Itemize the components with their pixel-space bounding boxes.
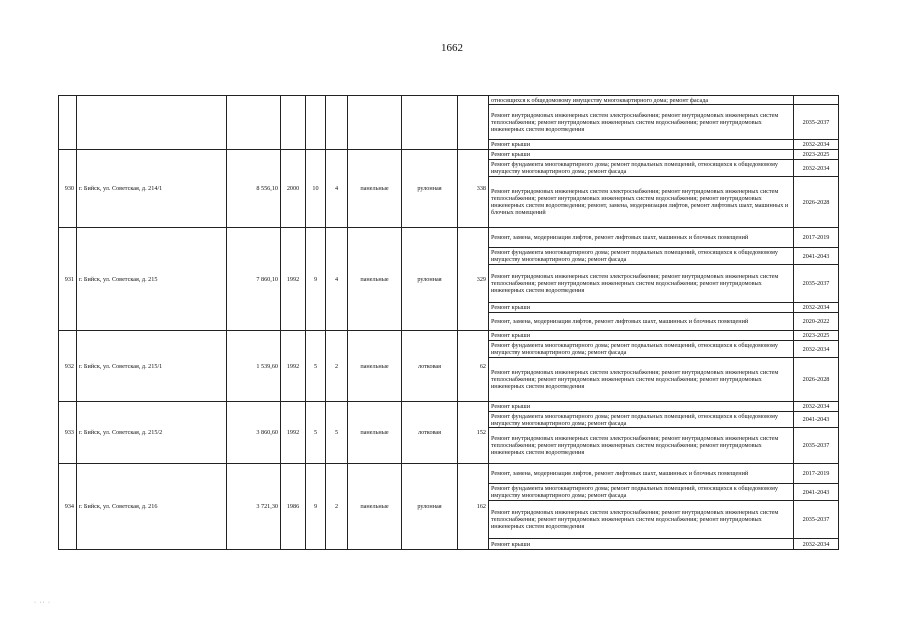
work-type-cell: Ремонт фундамента многоквартирного дома; ремонт подвальных помещений, относящихся к общедомовому имуществу многоквартирного дома; ремонт фасада (489, 160, 794, 177)
table-row (59, 150, 839, 160)
work-type-cell: Ремонт внутридомовых инженерных систем электроснабжения; ремонт внутридомовых инженерных систем теплоснабжения; ремонт внутридомовых инженерных систем водоснабжения; ремонт внутридомовых инженерных систем водоотведения (489, 501, 794, 539)
address-cell: г. Бийск, ул. Советская, д. 215/2 (77, 402, 227, 464)
work-type-cell: Ремонт крыши (489, 539, 794, 550)
wall-material-cell: панельные (348, 228, 402, 331)
table-row (59, 228, 839, 248)
row-number: 934 (59, 464, 77, 550)
roof-type-cell: рулонная (402, 228, 458, 331)
period-cell (794, 96, 839, 105)
capital-repair-table (58, 95, 839, 550)
floors-cell: 5 (306, 402, 326, 464)
period-cell: 2032-2034 (794, 303, 839, 313)
work-type-cell: Ремонт фундамента многоквартирного дома; ремонт подвальных помещений, относящихся к общедомовому имуществу многоквартирного дома; ремонт фасада (489, 248, 794, 265)
roof-type-cell: рулонная (402, 464, 458, 550)
floors-cell: 9 (306, 228, 326, 331)
period-cell: 2020-2022 (794, 313, 839, 331)
entrances-cell: 5 (326, 402, 348, 464)
period-cell: 2041-2043 (794, 412, 839, 428)
period-cell: 2026-2028 (794, 358, 839, 402)
table-row (59, 331, 839, 341)
period-cell: 2017-2019 (794, 228, 839, 248)
period-cell: 2035-2037 (794, 265, 839, 303)
scan-artifact: · ·· · (34, 600, 51, 606)
wall-material-cell: панельные (348, 464, 402, 550)
roof-type-cell (402, 96, 458, 150)
work-type-cell: Ремонт внутридомовых инженерных систем электроснабжения; ремонт внутридомовых инженерных систем теплоснабжения; ремонт внутридомовых инженерных систем водоснабжения; ремонт внутридомовых инженерных систем водоотведения; ремонт, замена, модернизация лифтов, ремонт лифтовых шахт, машинных и блочных помещений (489, 177, 794, 228)
work-type-cell: относящихся к общедомовому имуществу многоквартирного дома; ремонт фасада (489, 96, 794, 105)
row-number: 932 (59, 331, 77, 402)
period-cell: 2032-2034 (794, 539, 839, 550)
address-cell: г. Бийск, ул. Советская, д. 215/1 (77, 331, 227, 402)
work-type-cell: Ремонт крыши (489, 303, 794, 313)
area-cell: 3 860,60 (227, 402, 281, 464)
wall-material-cell: панельные (348, 150, 402, 228)
year-cell: 2000 (281, 150, 306, 228)
address-cell: г. Бийск, ул. Советская, д. 214/1 (77, 150, 227, 228)
period-cell: 2023-2025 (794, 331, 839, 341)
year-cell: 1992 (281, 402, 306, 464)
period-cell: 2041-2043 (794, 248, 839, 265)
period-cell: 2035-2037 (794, 105, 839, 140)
roof-type-cell: лотковая (402, 402, 458, 464)
area-cell: 7 860,10 (227, 228, 281, 331)
work-type-cell: Ремонт, замена, модернизация лифтов, ремонт лифтовых шахт, машинных и блочных помещений (489, 228, 794, 248)
work-type-cell: Ремонт внутридомовых инженерных систем электроснабжения; ремонт внутридомовых инженерных систем теплоснабжения; ремонт внутридомовых инженерных систем водоснабжения; ремонт внутридомовых инженерных систем водоотведения (489, 265, 794, 303)
entrances-cell: 2 (326, 464, 348, 550)
wall-material-cell (348, 96, 402, 150)
work-type-cell: Ремонт крыши (489, 402, 794, 412)
floors-cell: 5 (306, 331, 326, 402)
apartments-cell: 338 (458, 150, 489, 228)
period-cell: 2032-2034 (794, 140, 839, 150)
work-type-cell: Ремонт фундамента многоквартирного дома; ремонт подвальных помещений, относящихся к общедомовому имуществу многоквартирного дома; ремонт фасада (489, 412, 794, 428)
work-type-cell: Ремонт фундамента многоквартирного дома; ремонт подвальных помещений, относящихся к общедомовому имуществу многоквартирного дома; ремонт фасада (489, 341, 794, 358)
period-cell: 2017-2019 (794, 464, 839, 484)
work-type-cell: Ремонт крыши (489, 150, 794, 160)
area-cell: 3 721,30 (227, 464, 281, 550)
wall-material-cell: панельные (348, 331, 402, 402)
page-number: 1662 (441, 42, 463, 54)
row-number (59, 96, 77, 150)
row-number: 933 (59, 402, 77, 464)
period-cell: 2032-2034 (794, 341, 839, 358)
work-type-cell: Ремонт внутридомовых инженерных систем электроснабжения; ремонт внутридомовых инженерных систем теплоснабжения; ремонт внутридомовых инженерных систем водоснабжения; ремонт внутридомовых инженерных систем водоотведения (489, 358, 794, 402)
entrances-cell (326, 96, 348, 150)
entrances-cell: 4 (326, 150, 348, 228)
work-type-cell: Ремонт внутридомовых инженерных систем электроснабжения; ремонт внутридомовых инженерных систем теплоснабжения; ремонт внутридомовых инженерных систем водоснабжения; ремонт внутридомовых инженерных систем водоотведения (489, 105, 794, 140)
apartments-cell: 329 (458, 228, 489, 331)
area-cell: 1 539,60 (227, 331, 281, 402)
period-cell: 2023-2025 (794, 150, 839, 160)
period-cell: 2026-2028 (794, 177, 839, 228)
work-type-cell: Ремонт крыши (489, 140, 794, 150)
year-cell: 1986 (281, 464, 306, 550)
period-cell: 2035-2037 (794, 501, 839, 539)
floors-cell: 9 (306, 464, 326, 550)
address-cell: г. Бийск, ул. Советская, д. 215 (77, 228, 227, 331)
floors-cell (306, 96, 326, 150)
wall-material-cell: панельные (348, 402, 402, 464)
address-cell (77, 96, 227, 150)
period-cell: 2032-2034 (794, 402, 839, 412)
roof-type-cell: рулонная (402, 150, 458, 228)
work-type-cell: Ремонт, замена, модернизация лифтов, ремонт лифтовых шахт, машинных и блочных помещений (489, 464, 794, 484)
apartments-cell: 152 (458, 402, 489, 464)
area-cell (227, 96, 281, 150)
year-cell: 1992 (281, 331, 306, 402)
row-number: 930 (59, 150, 77, 228)
roof-type-cell: лотковая (402, 331, 458, 402)
apartments-cell (458, 96, 489, 150)
apartments-cell: 162 (458, 464, 489, 550)
row-number: 931 (59, 228, 77, 331)
year-cell (281, 96, 306, 150)
work-type-cell: Ремонт фундамента многоквартирного дома; ремонт подвальных помещений, относящихся к общедомовому имуществу многоквартирного дома; ремонт фасада (489, 484, 794, 501)
period-cell: 2035-2037 (794, 428, 839, 464)
period-cell: 2032-2034 (794, 160, 839, 177)
entrances-cell: 4 (326, 228, 348, 331)
floors-cell: 10 (306, 150, 326, 228)
address-cell: г. Бийск, ул. Советская, д. 216 (77, 464, 227, 550)
year-cell: 1992 (281, 228, 306, 331)
apartments-cell: 62 (458, 331, 489, 402)
table-row (59, 402, 839, 412)
table-row (59, 96, 839, 105)
work-type-cell: Ремонт крыши (489, 331, 794, 341)
area-cell: 8 556,10 (227, 150, 281, 228)
entrances-cell: 2 (326, 331, 348, 402)
period-cell: 2041-2043 (794, 484, 839, 501)
work-type-cell: Ремонт, замена, модернизация лифтов, ремонт лифтовых шахт, машинных и блочных помещений (489, 313, 794, 331)
table-row (59, 464, 839, 484)
work-type-cell: Ремонт внутридомовых инженерных систем электроснабжения; ремонт внутридомовых инженерных систем теплоснабжения; ремонт внутридомовых инженерных систем водоснабжения; ремонт внутридомовых инженерных систем водоотведения (489, 428, 794, 464)
